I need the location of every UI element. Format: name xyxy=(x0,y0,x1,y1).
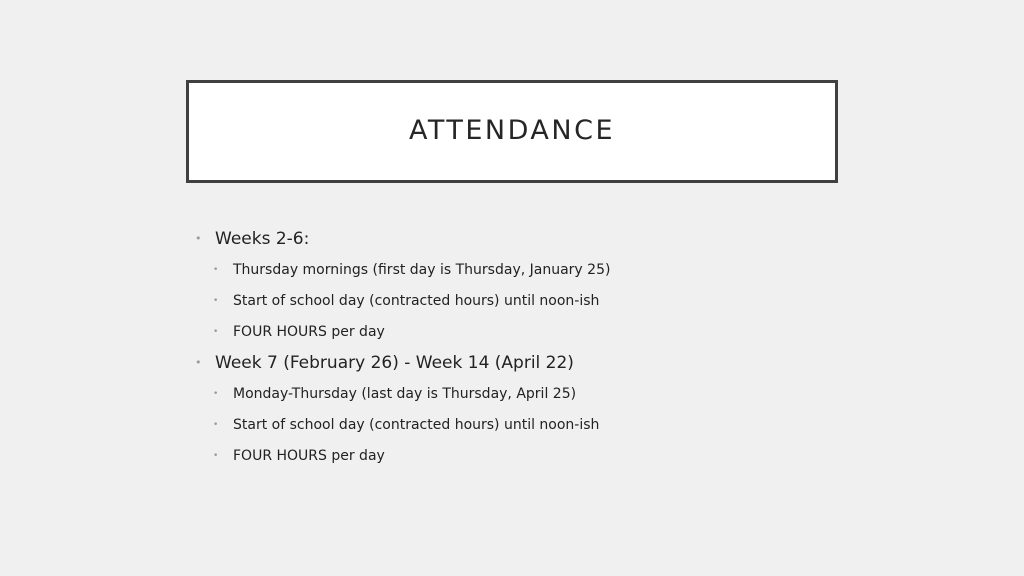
sub-bullet xyxy=(195,410,835,441)
bullet-heading: Weeks 2-6: xyxy=(215,229,310,249)
sub-bullet xyxy=(195,317,835,348)
bullet-content xyxy=(195,224,835,472)
sub-bullet xyxy=(195,441,835,472)
title-box xyxy=(186,80,838,183)
sub-bullet-text: FOUR HOURS per day xyxy=(233,448,385,464)
sub-bullet xyxy=(195,379,835,410)
sub-bullet-icon: • xyxy=(213,296,219,306)
sub-bullet-icon: • xyxy=(213,451,219,461)
slide-title: ATTENDANCE xyxy=(408,115,616,146)
sub-bullet-text: Monday-Thursday (last day is Thursday, April 25) xyxy=(233,386,577,402)
bullet-icon: • xyxy=(195,356,202,369)
sub-bullet-icon: • xyxy=(213,327,219,337)
sub-bullet-icon: • xyxy=(213,389,219,399)
sub-bullet-icon: • xyxy=(213,420,219,430)
bullet-heading: Week 7 (February 26) - Week 14 (April 22) xyxy=(215,353,574,373)
sub-bullet-text: FOUR HOURS per day xyxy=(233,324,385,340)
sub-bullet-text: Start of school day (contracted hours) until noon-ish xyxy=(233,417,600,433)
sub-bullet-text: Thursday mornings (first day is Thursday, January 25) xyxy=(233,262,611,278)
bullet-icon: • xyxy=(195,232,202,245)
sub-bullet-icon: • xyxy=(213,265,219,275)
sub-bullet xyxy=(195,286,835,317)
bullet-week-7-14 xyxy=(195,348,835,378)
sub-bullet xyxy=(195,255,835,286)
bullet-weeks-2-6 xyxy=(195,224,835,254)
sub-bullet-text: Start of school day (contracted hours) until noon-ish xyxy=(233,293,600,309)
